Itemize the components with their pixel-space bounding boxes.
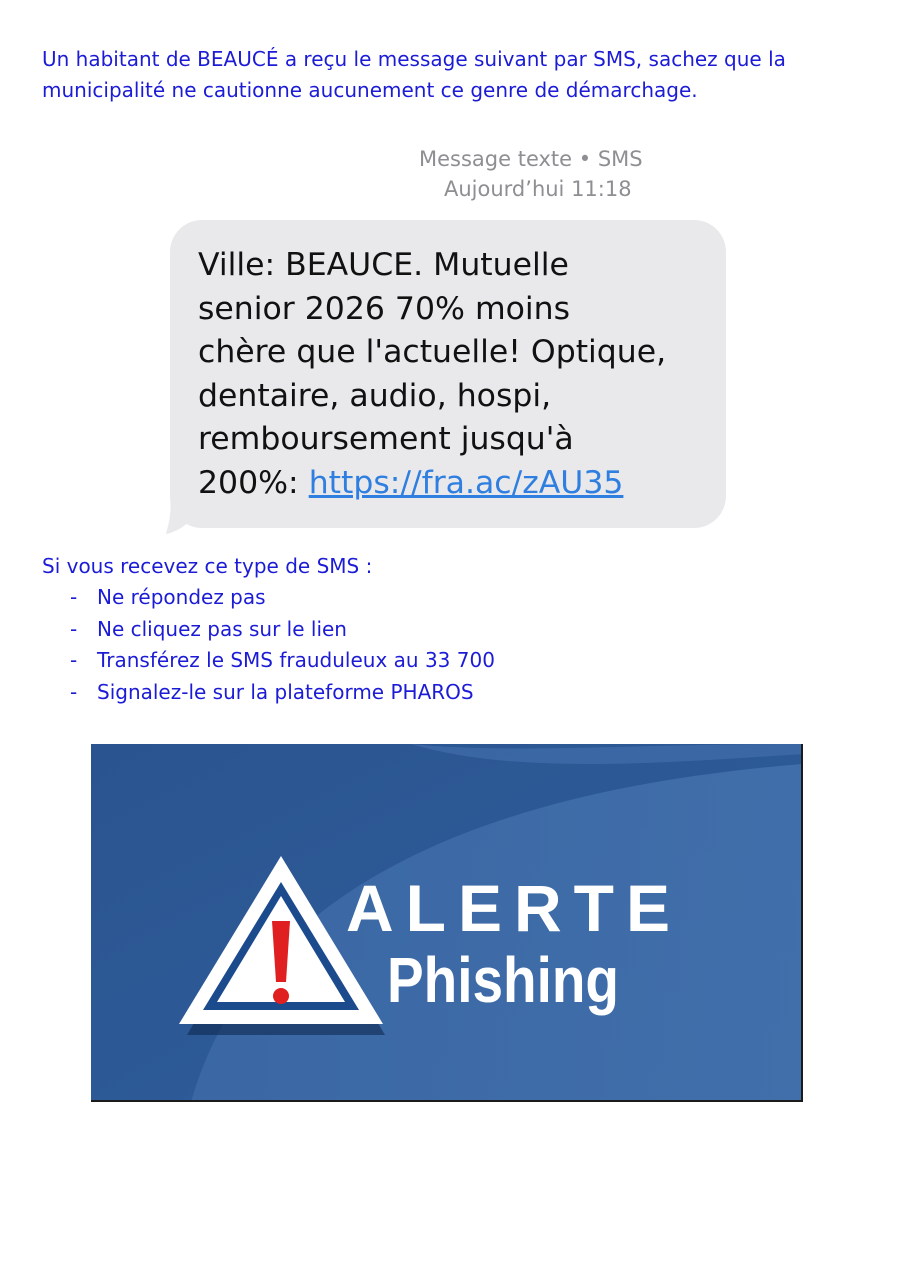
list-bullet: - bbox=[70, 585, 78, 609]
sms-header bbox=[166, 144, 730, 204]
sms-header-type: Message texte • SMS bbox=[419, 147, 643, 171]
sms-phishing-link[interactable]: https://fra.ac/zAU35 bbox=[308, 464, 624, 501]
advice-item-text: Transférez le SMS frauduleux au 33 700 bbox=[97, 648, 495, 672]
sms-last-line-prefix: 200%: bbox=[198, 464, 309, 501]
advice-item bbox=[42, 582, 495, 614]
sms-screenshot bbox=[166, 136, 730, 536]
advice-item-text: Ne cliquez pas sur le lien bbox=[97, 616, 347, 641]
sms-line: dentaire, audio, hospi, bbox=[198, 377, 552, 414]
sms-last-line bbox=[198, 462, 708, 506]
banner-title-phishing: Phishing bbox=[387, 944, 619, 1016]
advice-item-text: Signalez-le sur la plateforme PHAROS bbox=[97, 679, 474, 704]
exclamation-dot bbox=[273, 988, 289, 1004]
intro-paragraph: Un habitant de BEAUCÉ a reçu le message suivant par SMS, sachez que la municipalité ne cautionne aucunement ce genre de démarchage. bbox=[42, 47, 786, 102]
sms-header-time: Aujourd’hui 11:18 bbox=[444, 177, 632, 201]
sms-line: chère que l'actuelle! Optique, bbox=[198, 334, 667, 370]
phishing-alert-banner bbox=[91, 744, 803, 1102]
banner-graphic bbox=[91, 744, 803, 1102]
sms-bubble bbox=[170, 220, 726, 528]
advice-item-text: Ne répondez pas bbox=[97, 585, 266, 609]
advice-list bbox=[42, 582, 495, 708]
list-bullet: - bbox=[70, 679, 78, 704]
list-bullet: - bbox=[70, 648, 78, 672]
advice-title: Si vous recevez ce type de SMS : bbox=[42, 554, 373, 578]
sms-line: Ville: BEAUCE. Mutuelle bbox=[198, 247, 569, 283]
sms-line: remboursement jusqu'à bbox=[198, 421, 574, 457]
sms-line: senior 2026 70% moins bbox=[198, 290, 571, 327]
advice-item bbox=[42, 677, 495, 709]
advice-item bbox=[42, 614, 495, 646]
list-bullet: - bbox=[70, 616, 78, 641]
advice-item bbox=[42, 645, 495, 677]
banner-title-alerte: ALERTE bbox=[346, 871, 682, 945]
